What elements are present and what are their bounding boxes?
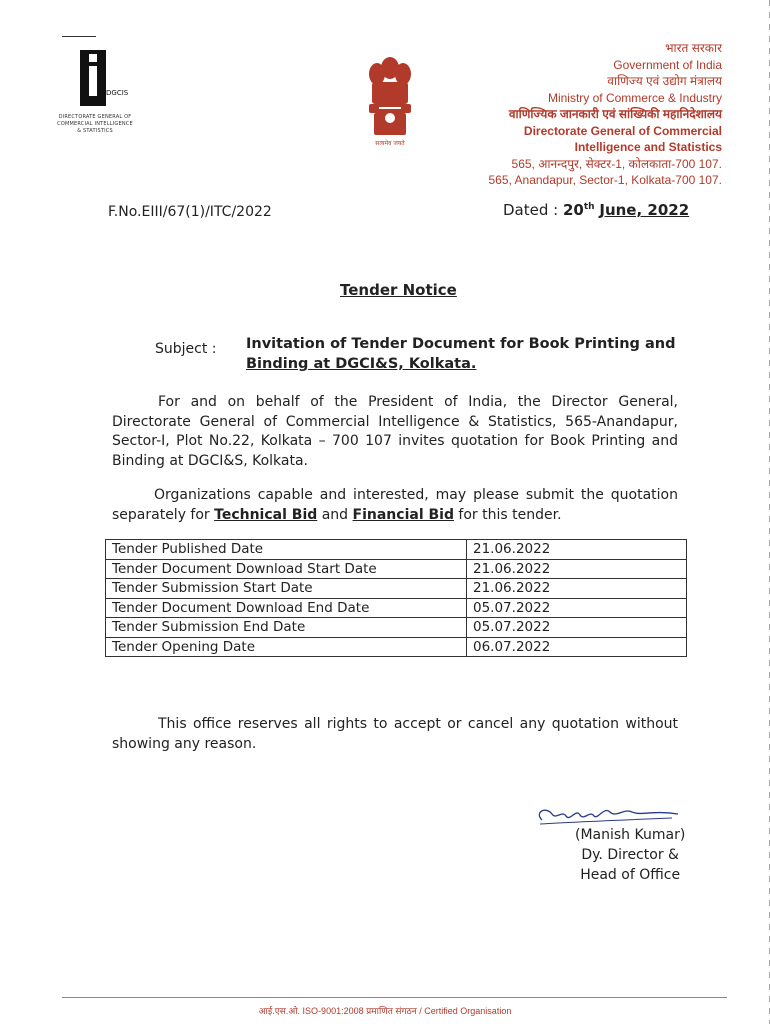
schedule-date: 05.07.2022 — [467, 598, 687, 618]
header-line: भारत सरकार — [665, 41, 722, 55]
subject-text — [246, 334, 686, 374]
schedule-label: Tender Submission End Date — [106, 618, 467, 638]
logo-acronym: DGCIS — [106, 89, 129, 97]
subject-label: Subject : — [155, 341, 217, 357]
bid-text: for this tender. — [453, 506, 562, 523]
technical-bid: Technical Bid — [214, 506, 318, 523]
table-row — [106, 540, 687, 560]
subject-line: Invitation of Tender Document for Book Printing and — [246, 336, 676, 352]
header-line: Government of India — [613, 57, 722, 72]
subject-line: Binding at DGCI&S, Kolkata. — [246, 356, 477, 372]
date-day: 20 — [562, 201, 584, 219]
file-number: F.No.EIII/67(1)/ITC/2022 — [108, 204, 272, 220]
table-row — [106, 559, 687, 579]
bid-text: Organizations capable and interested, may please submit the quotation separately for — [112, 487, 678, 523]
header-line: वाणिज्यिक जानकारी एवं सांख्यिकी महानिदेशालय — [508, 107, 722, 121]
signatory-designation: Dy. Director & — [581, 847, 679, 863]
header-line: 565, आनन्दपुर, सेक्टर-1, कोलकाता-700 107. — [511, 156, 722, 171]
footer-certification: आई.एस.ओ. ISO-9001:2008 प्रमाणित संगठन / Certified Organisation — [258, 1006, 512, 1016]
signatory-designation: Head of Office — [580, 867, 681, 883]
schedule-date: 06.07.2022 — [467, 637, 687, 657]
dgcis-logo-icon — [80, 50, 129, 114]
date-month-year: June, 2022 — [599, 201, 690, 219]
header-line: Ministry of Commerce & Industry — [547, 90, 722, 105]
schedule-label: Tender Published Date — [106, 540, 467, 560]
schedule-label: Tender Opening Date — [106, 637, 467, 657]
table-row — [106, 637, 687, 657]
rights-paragraph: This office reserves all rights to accept or cancel any quotation without showing any reason. — [112, 716, 678, 752]
bid-paragraph — [112, 486, 678, 525]
emblem-motto: सत्यमेव जयते — [375, 140, 405, 147]
tender-schedule-table — [105, 539, 687, 657]
date-line — [503, 201, 689, 219]
schedule-date: 21.06.2022 — [467, 579, 687, 599]
date-label: Dated : — [503, 201, 559, 219]
header-line: Intelligence and Statistics — [574, 140, 722, 154]
table-row — [106, 579, 687, 599]
table-row — [106, 618, 687, 638]
date-suffix: th — [583, 202, 595, 212]
table-row — [106, 598, 687, 618]
logo-top-rule — [62, 36, 96, 37]
schedule-date: 05.07.2022 — [467, 618, 687, 638]
financial-bid: Financial Bid — [352, 506, 454, 523]
letterhead-address — [488, 40, 722, 189]
logo-caption: DIRECTORATE GENERAL OF COMMERCIAL INTELLIGENCE & STATISTICS — [57, 114, 133, 134]
header-line: वाणिज्य एवं उद्योग मंत्रालय — [607, 74, 722, 88]
schedule-label: Tender Document Download End Date — [106, 598, 467, 618]
national-emblem-icon — [362, 52, 418, 148]
schedule-date: 21.06.2022 — [467, 559, 687, 579]
signatory-name: (Manish Kumar) — [575, 827, 686, 843]
bid-text: and — [317, 506, 353, 523]
schedule-label: Tender Submission Start Date — [106, 579, 467, 599]
footer-rule — [62, 997, 727, 998]
schedule-date: 21.06.2022 — [467, 540, 687, 560]
header-line: 565, Anandapur, Sector-1, Kolkata-700 107. — [488, 173, 722, 187]
signatory-block — [575, 825, 685, 885]
page-title: Tender Notice — [340, 281, 457, 299]
header-line: Directorate General of Commercial — [523, 123, 722, 138]
schedule-label: Tender Document Download Start Date — [106, 559, 467, 579]
invitation-paragraph: For and on behalf of the President of India, the Director General, Directorate General of Commercial Intelligence & Statistics, 565-Anandapur, Sector-I, Plot No.22, Kolkata – 700 107 invites quotation for Book Printing and Binding at DGCI&S, Kolkata. — [112, 394, 678, 469]
